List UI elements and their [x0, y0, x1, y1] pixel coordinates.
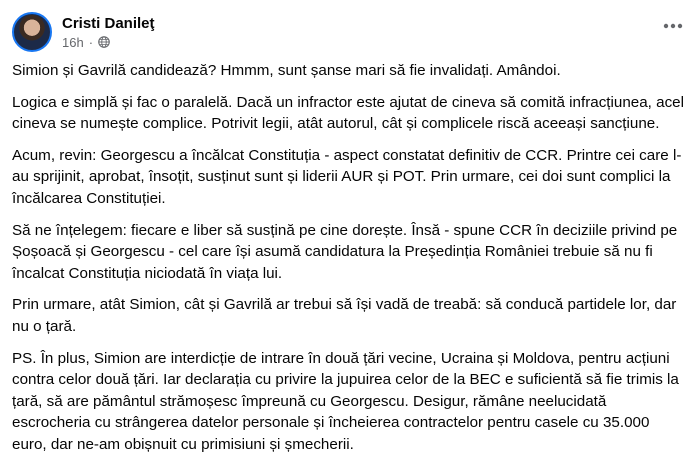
- post-paragraph: Acum, revin: Georgescu a încălcat Constituția - aspect constatat definitiv de CCR. Printre cei care l-au sprijinit, aprobat, însoțit, susținut sunt și liderii AUR și POT. Prin urmare, cei doi sunt complici la încălcarea Constituției.: [12, 146, 682, 207]
- post-paragraph: Să ne înțelegem: fiecare e liber să susțină pe cine dorește. Însă - spune CCR în deciziile privind pe Șoșoacă și Georgescu - cel care își asumă candidatura la Președinția României trebuie să nu fi încalcat Constituția niciodată în viața lui.: [12, 221, 678, 282]
- author-avatar[interactable]: [12, 12, 52, 52]
- post-paragraph: Prin urmare, atât Simion, cât și Gavrilă ar trebui să își vadă de treabă: să conducă partidele lor, dar nu o țară.: [12, 296, 677, 335]
- post-header: [12, 10, 688, 54]
- post-meta: [62, 14, 155, 51]
- post-body: [12, 60, 688, 456]
- post-paragraph: Simion și Gavrilă candidează? Hmmm, sunt șanse mari să fie invalidați. Amândoi.: [12, 62, 561, 79]
- more-options-icon[interactable]: [658, 14, 688, 38]
- post-subline: [62, 34, 155, 51]
- post-timestamp[interactable]: 16h: [62, 34, 84, 50]
- meta-separator: ·: [88, 34, 94, 50]
- author-name[interactable]: Cristi Danileţ: [62, 14, 155, 32]
- post-paragraph: Logica e simplă și fac o paralelă. Dacă un infractor este ajutat de cineva să comită infracțiunea, acel cineva se numește complice. Potrivit legii, atât autorul, cât și complicele riscă aceeași sancțiune.: [12, 93, 684, 133]
- post-paragraph: PS. În plus, Simion are interdicție de intrare în două țări vecine, Ucraina și Moldova, pentru acțiuni contra celor două țări. Iar declarația cu privire la jupuirea celor de la BEC e suficientă să fie trimis la țară, să are pământul strămoșesc împreună cu Georgescu. Desigur, rămâne neelucidată escrocheria cu strângerea datelor personale și încheierea contractelor pentru casele cu 35.000 euro, dar ne-am obișnuit cu primisiuni și șmecherii.: [12, 349, 679, 453]
- globe-icon[interactable]: [98, 36, 110, 48]
